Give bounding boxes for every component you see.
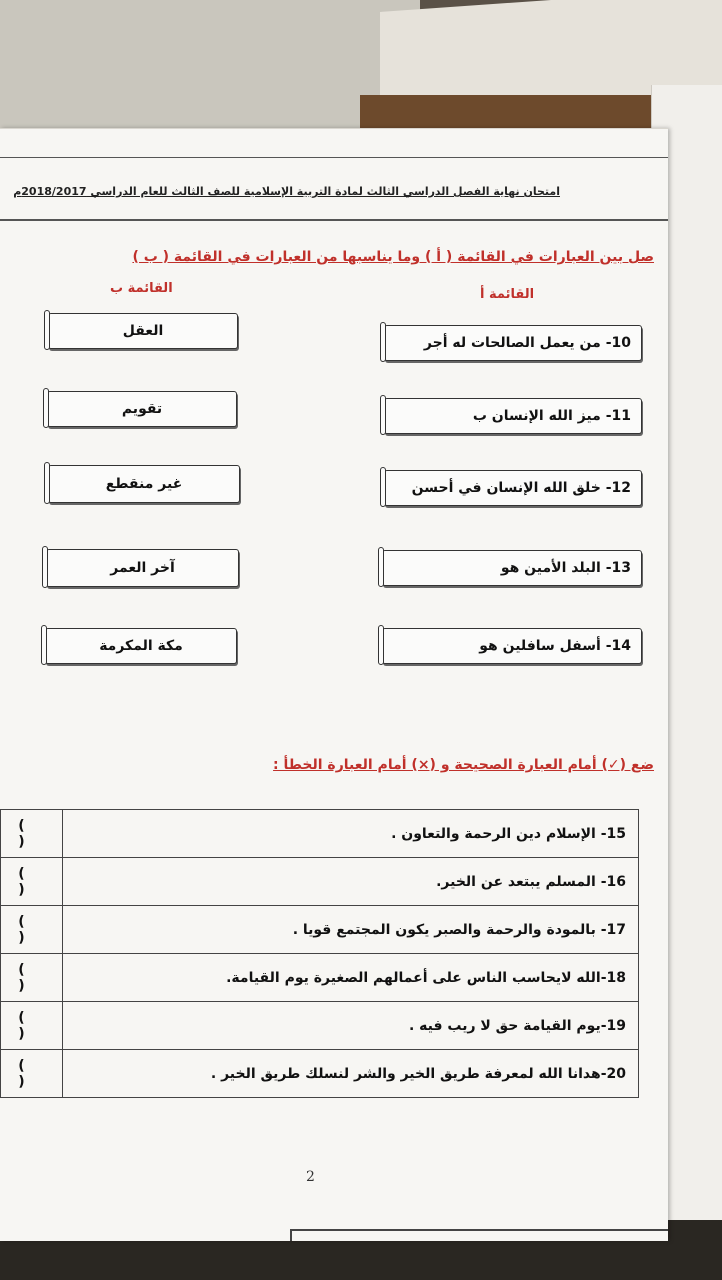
tick-section-title: ضع (✓) أمام العبارة الصحيحة و (×) أمام العبارة الخطأ :: [273, 757, 654, 773]
table-row: [1, 1002, 639, 1050]
header-rule-top: [0, 157, 668, 158]
list-b-item[interactable]: مكة المكرمة: [45, 628, 237, 664]
answer-mark[interactable]: ( ): [1, 906, 63, 954]
statement: 20-هدانا الله لمعرفة طريق الخير والشر لنسلك طريق الخير .: [63, 1050, 639, 1098]
exam-title: امتحان نهاية الفصل الدراسي الثالث لمادة التربية الإسلامية للصف الثالث للعام الدراسي 2018/2017م: [13, 185, 560, 198]
answer-mark[interactable]: ( ): [1, 954, 63, 1002]
table-row: [1, 954, 639, 1002]
statement: 18-الله لايحاسب الناس على أعمالهم الصغيرة يوم القيامة.: [63, 954, 639, 1002]
table-row: [1, 810, 639, 858]
exam-page: [0, 128, 668, 1241]
list-b-item[interactable]: العقل: [48, 313, 238, 349]
table-row: [1, 858, 639, 906]
list-b-item[interactable]: آخر العمر: [46, 549, 239, 587]
table-row: [1, 1050, 639, 1098]
statement: 15- الإسلام دين الرحمة والتعاون .: [63, 810, 639, 858]
answer-mark[interactable]: ( ): [1, 1002, 63, 1050]
header-rule-bottom: [0, 219, 668, 221]
list-a-item[interactable]: 12- خلق الله الإنسان في أحسن: [384, 470, 642, 506]
statement: 19-يوم القيامة حق لا ريب فيه .: [63, 1002, 639, 1050]
list-b-item[interactable]: تقويم: [47, 391, 237, 427]
match-section-title: صل بين العبارات في القائمة ( أ ) وما يناسبها من العبارات في القائمة ( ب ): [132, 249, 654, 265]
answer-mark[interactable]: ( ): [1, 1050, 63, 1098]
statement: 17- بالمودة والرحمة والصبر يكون المجتمع قويا .: [63, 906, 639, 954]
list-a-header: القائمة أ: [480, 287, 535, 302]
list-a-item[interactable]: 13- البلد الأمين هو: [382, 550, 642, 586]
list-b-header: القائمة ب: [110, 281, 173, 296]
table-row: [1, 906, 639, 954]
statement: 16- المسلم يبتعد عن الخير.: [63, 858, 639, 906]
list-b-item[interactable]: غير منقطع: [48, 465, 240, 503]
true-false-table: [0, 809, 639, 1098]
list-a-item[interactable]: 10- من يعمل الصالحات له أجر: [384, 325, 642, 361]
answer-mark[interactable]: ( ): [1, 810, 63, 858]
footer-border: [290, 1229, 668, 1241]
list-a-item[interactable]: 11- ميز الله الإنسان ب: [384, 398, 642, 434]
answer-mark[interactable]: ( ): [1, 858, 63, 906]
list-a-item[interactable]: 14- أسفل سافلين هو: [382, 628, 642, 664]
page-number: 2: [306, 1169, 315, 1185]
